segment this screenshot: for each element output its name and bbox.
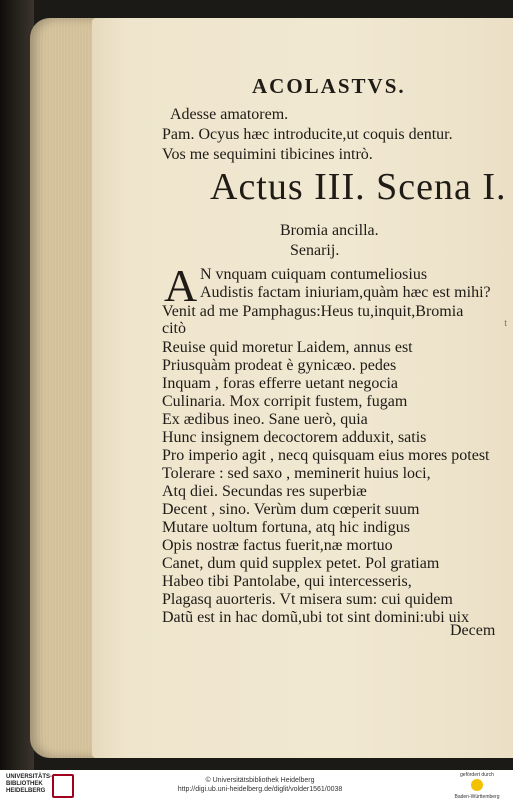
funder-name: Baden-Württemberg bbox=[454, 794, 500, 800]
text-line: citò bbox=[162, 320, 186, 337]
text-line: Venit ad me Pamphagus:Heus tu,inquit,Bromia bbox=[162, 303, 464, 320]
text-line: Reuise quid moretur Laidem, annus est bbox=[162, 339, 413, 356]
text-line: Culinaria. Mox corripit fustem, fugam bbox=[162, 393, 408, 410]
book-page bbox=[92, 18, 513, 758]
text-line: Vos me sequimini tibicines intrò. bbox=[162, 146, 373, 163]
text-line: Audistis factam iniuriam,quàm hæc est mihi? bbox=[200, 284, 491, 301]
text-line: Adesse amatorem. bbox=[170, 106, 289, 123]
drop-cap: A bbox=[164, 260, 198, 311]
text-line: Ex ædibus ineo. Sane uerò, quia bbox=[162, 411, 368, 428]
page-text bbox=[92, 18, 513, 758]
book-spine bbox=[0, 0, 34, 770]
funder-logo-icon bbox=[471, 779, 483, 791]
library-logo-text: UNIVERSITÄTS- BIBLIOTHEK HEIDELBERG bbox=[6, 774, 53, 794]
margin-mark: t bbox=[504, 318, 507, 329]
running-head: ACOLASTVS. bbox=[252, 74, 406, 98]
text-line: Inquam , foras efferre uetant negocia bbox=[162, 375, 399, 392]
text-line: Decent , sino. Verùm dum cœperit suum bbox=[162, 501, 420, 518]
footer-bar bbox=[0, 770, 513, 805]
text-line: Habeo tibi Pantolabe, qui intercesseris, bbox=[162, 573, 412, 590]
metre-heading: Senarij. bbox=[290, 242, 340, 259]
page-edges bbox=[30, 18, 100, 758]
text-line: Datũ est in hac domũ,ubi tot sint domini:ubi uix bbox=[162, 609, 470, 626]
funder-block bbox=[447, 772, 507, 800]
text-line: Pro imperio agit , necq quisquam eius mores potest bbox=[162, 447, 490, 464]
funded-by-label: gefördert durch bbox=[460, 772, 494, 778]
text-line: Canet, dum quid supplex petet. Pol gratiam bbox=[162, 555, 440, 572]
role-heading: Bromia ancilla. bbox=[280, 222, 379, 239]
copyright-text: © Universitätsbibliothek Heidelberg bbox=[205, 777, 315, 784]
text-line: Opis nostræ factus fuerit,næ mortuo bbox=[162, 537, 393, 554]
library-emblem-icon bbox=[52, 774, 74, 798]
text-line: N vnquam cuiquam contumeliosius bbox=[200, 266, 428, 283]
text-line: Pam. Ocyus hæc introducite,ut coquis dentur. bbox=[162, 126, 453, 143]
text-line: Priusquàm prodeat è gynicæo. pedes bbox=[162, 357, 397, 374]
text-line: Atq diei. Secundas res superbiæ bbox=[162, 483, 367, 500]
text-line: Plagasq auorteris. Vt misera sum: cui quidem bbox=[162, 591, 453, 608]
text-line: Hunc insignem decoctorem adduxit, satis bbox=[162, 429, 427, 446]
catchword: Decem bbox=[450, 622, 496, 639]
act-heading: Actus III. Scena I. bbox=[210, 166, 507, 208]
text-line: Tolerare : sed saxo , meminerit huius loci, bbox=[162, 465, 431, 482]
source-link[interactable]: http://digi.ub.uni-heidelberg.de/diglit/volder1561/0038 bbox=[177, 786, 343, 793]
footer-info bbox=[120, 776, 400, 794]
text-line: Mutare uoltum fortuna, atq hic indigus bbox=[162, 519, 410, 536]
